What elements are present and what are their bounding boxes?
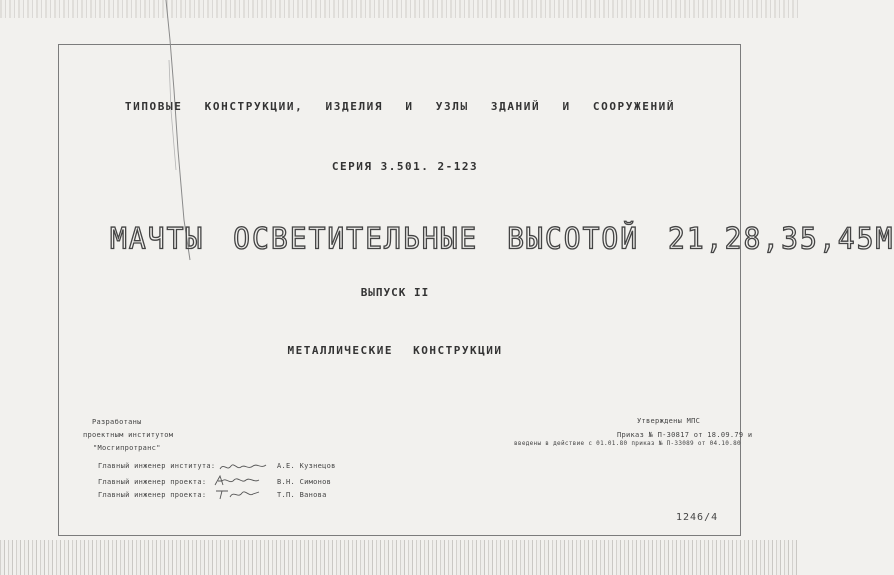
developer-line-1: Разработаны bbox=[92, 418, 142, 426]
document-subtitle: МЕТАЛЛИЧЕСКИЕ КОНСТРУКЦИИ bbox=[287, 344, 503, 357]
engineer-name-2: В.Н. Симонов bbox=[277, 478, 332, 486]
series-title: ТИПОВЫЕ КОНСТРУКЦИИ, ИЗДЕЛИЯ И УЗЛЫ ЗДАНИЙ И СООРУЖЕНИЙ bbox=[124, 100, 676, 113]
signature-3 bbox=[214, 487, 262, 501]
document-title: МАЧТЫ ОСВЕТИТЕЛЬНЫЕ ВЫСОТОЙ 21,28,35,45М bbox=[110, 221, 894, 256]
engineer-role-3: Главный инженер проекта: bbox=[98, 491, 207, 499]
scan-noise-top bbox=[0, 0, 800, 18]
developer-line-2: проектным институтом bbox=[83, 431, 174, 439]
engineer-role-2: Главный инженер проекта: bbox=[98, 478, 207, 486]
engineer-name-1: А.Е. Кузнецов bbox=[277, 462, 336, 470]
approval-line-2: Приказ № П-30817 от 18.09.79 и bbox=[617, 431, 753, 439]
sheet-number: 1246/4 bbox=[676, 512, 719, 523]
engineer-role-1: Главный инженер института: bbox=[98, 462, 216, 470]
series-number: СЕРИЯ 3.501. 2-123 bbox=[331, 160, 479, 173]
approval-line-3: введены в действие с 01.01.80 приказ № П-33089 от 04.10.80 bbox=[514, 440, 741, 447]
scan-noise-bottom bbox=[0, 540, 800, 575]
signature-1 bbox=[218, 460, 268, 474]
approval-line-1: Утверждены МПС bbox=[637, 417, 701, 425]
engineer-name-3: Т.П. Ванова bbox=[277, 491, 327, 499]
developer-line-3: "Мосгипротранс" bbox=[93, 444, 161, 452]
issue-number: ВЫПУСК II bbox=[360, 286, 430, 299]
signature-2 bbox=[212, 474, 264, 488]
